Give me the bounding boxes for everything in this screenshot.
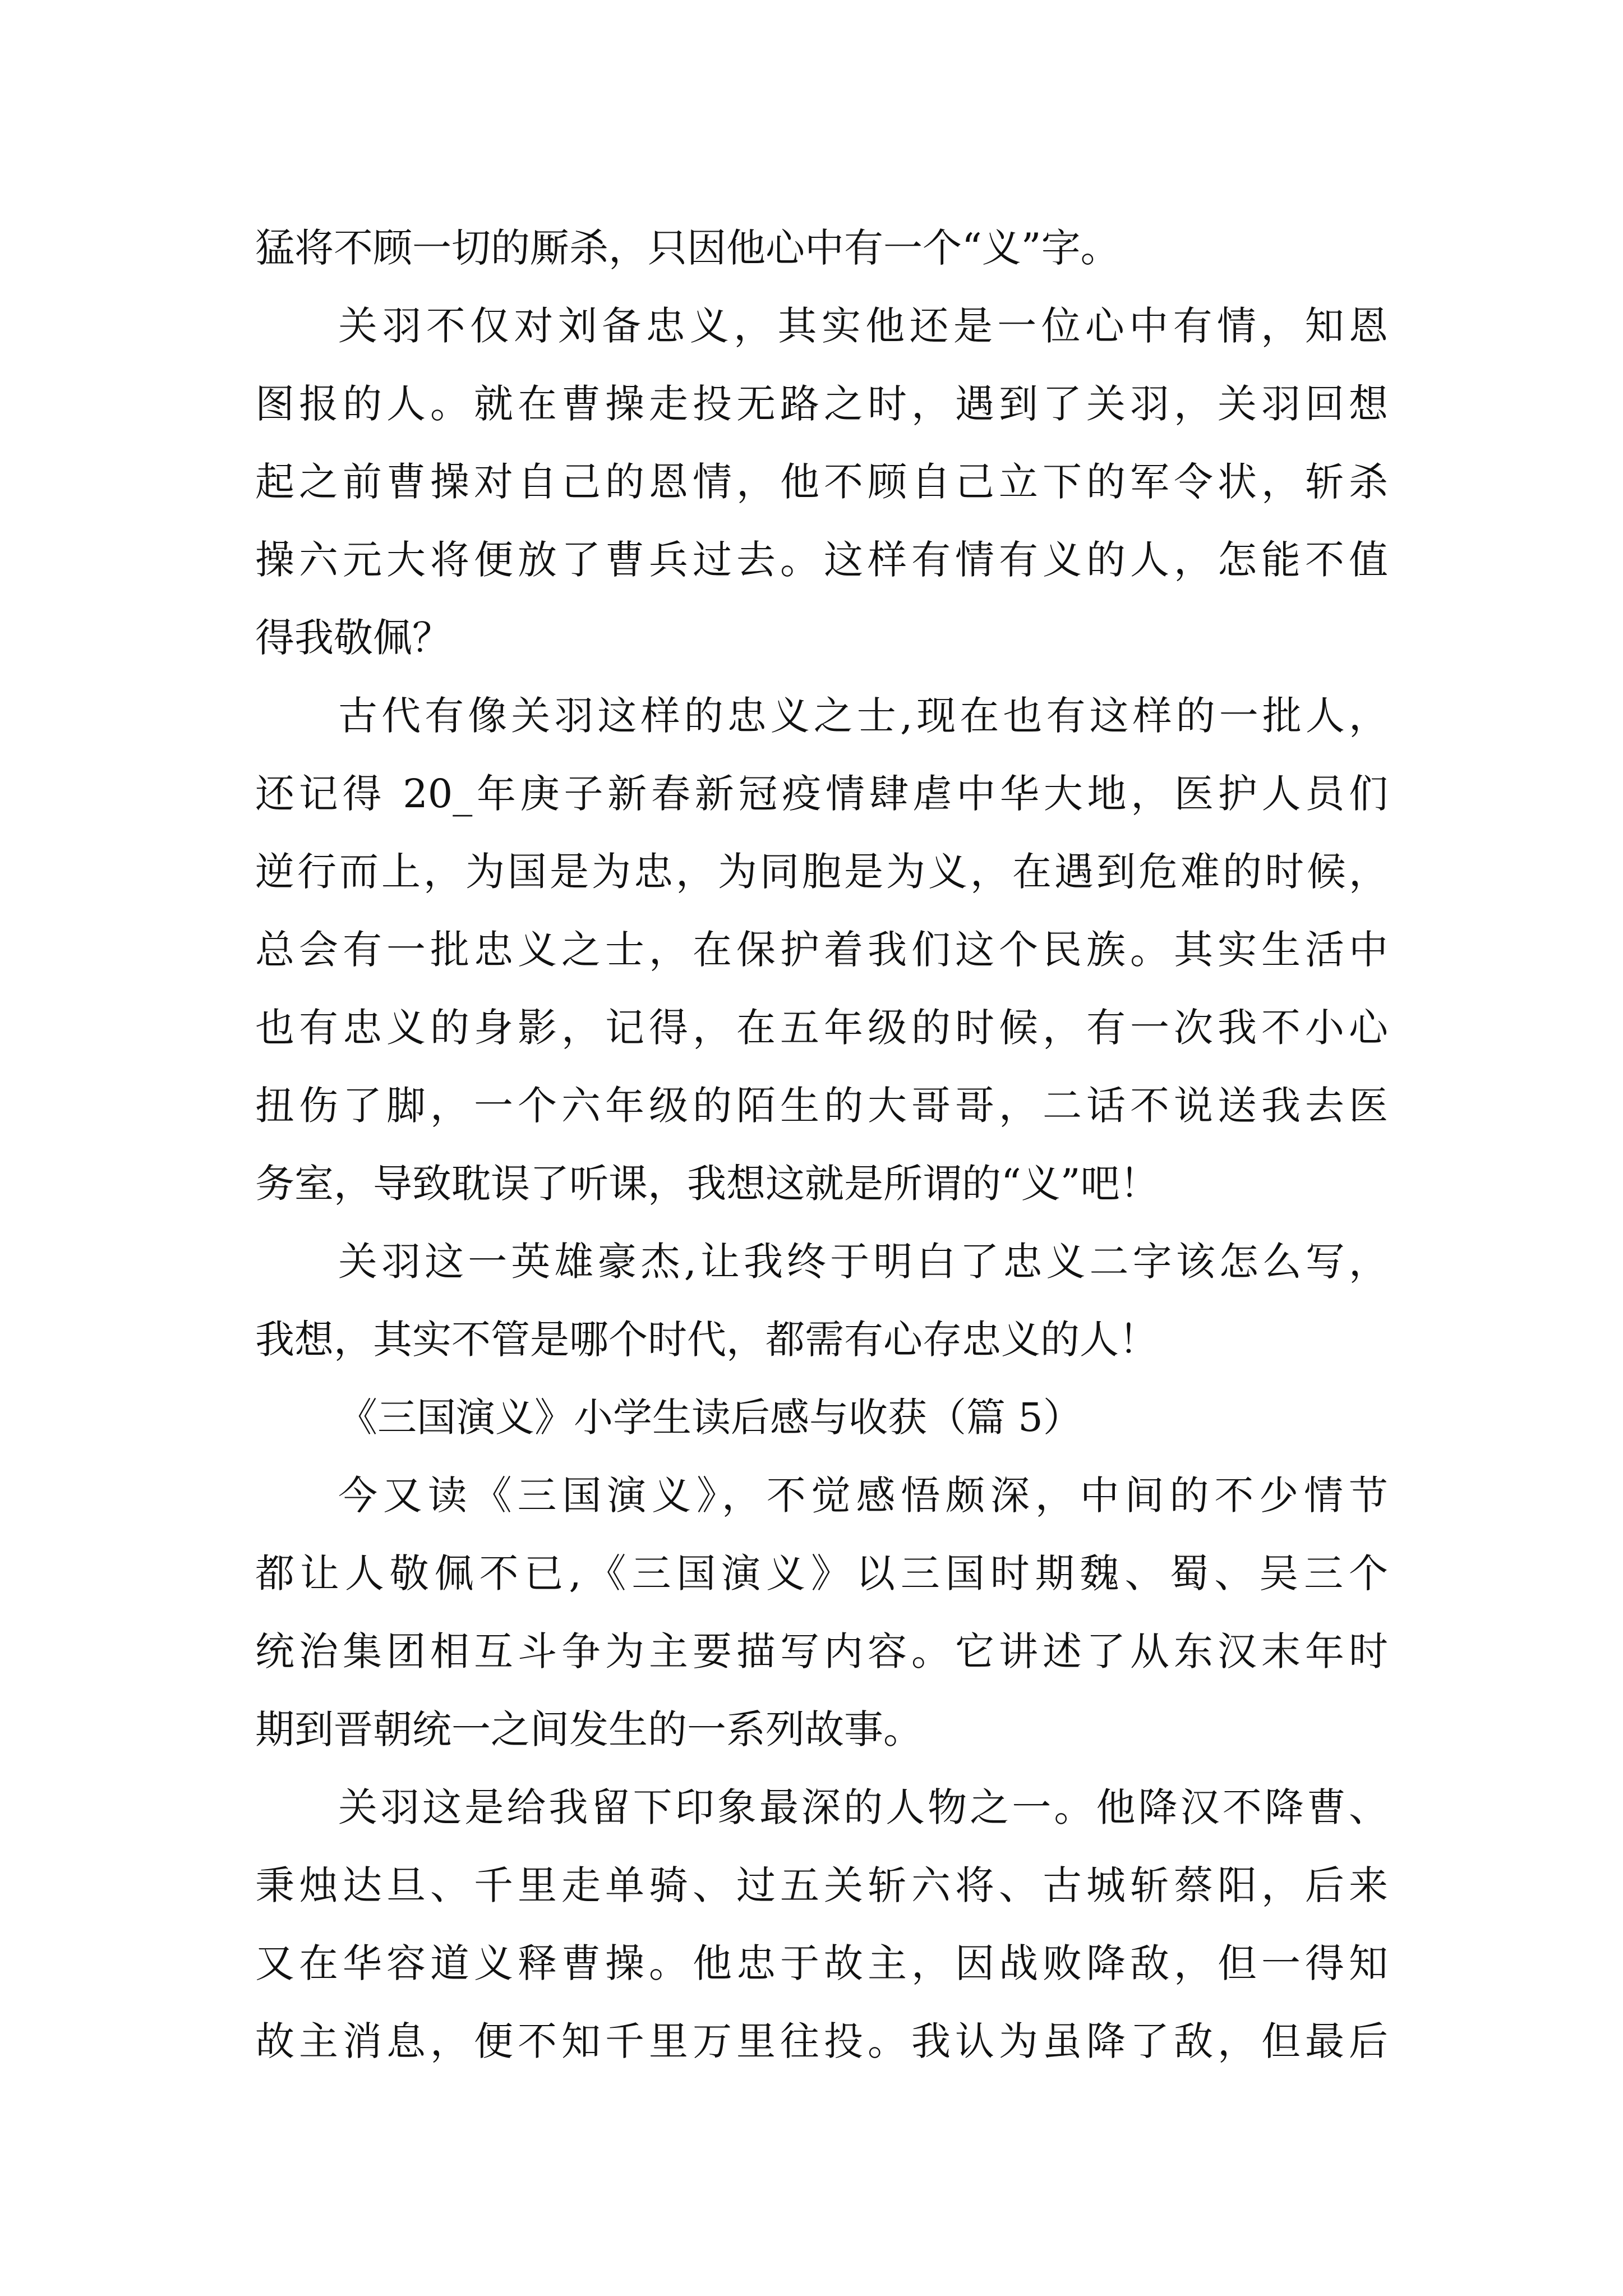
paragraph-line: 猛将不顾一切的厮杀，只因他心中有一个“义”字。 (255, 225, 1120, 271)
paragraph-line: 扭伤了脚，一个六年级的陌生的大哥哥，二话不说送我去医 (255, 1083, 1388, 1129)
section-heading: 《三国演义》小学生读后感与收获（篇 5） (338, 1395, 1082, 1441)
paragraph-line: 又在华容道义释曹操。他忠于故主，因战败降敌，但一得知 (255, 1940, 1388, 1986)
paragraph-line: 也有忠义的身影，记得，在五年级的时候，有一次我不小心 (255, 1005, 1388, 1051)
paragraph-line: 期到晋朝统一之间发生的一系列故事。 (255, 1706, 923, 1752)
paragraph-line: 逆行而上，为国是为忠，为同胞是为义，在遇到危难的时候， (255, 849, 1388, 895)
paragraph-line: 还记得 20_年庚子新春新冠疫情肆虐中华大地，医护人员们 (255, 771, 1388, 817)
paragraph-line: 统治集团相互斗争为主要描写内容。它讲述了从东汉末年时 (255, 1628, 1388, 1674)
paragraph-line: 关羽这一英雄豪杰,让我终于明白了忠义二字该怎么写， (338, 1239, 1388, 1285)
paragraph-line: 关羽不仅对刘备忠义，其实他还是一位心中有情，知恩 (338, 303, 1388, 349)
paragraph-line: 故主消息，便不知千里万里往投。我认为虽降了敌，但最后 (255, 2018, 1388, 2064)
paragraph-line: 总会有一批忠义之士，在保护着我们这个民族。其实生活中 (255, 927, 1388, 973)
paragraph-line: 起之前曹操对自己的恩情，他不顾自己立下的军令状，斩杀 (255, 459, 1388, 505)
paragraph-line: 操六元大将便放了曹兵过去。这样有情有义的人，怎能不值 (255, 537, 1388, 583)
paragraph-line: 务室，导致耽误了听课，我想这就是所谓的“义”吧！ (255, 1161, 1159, 1207)
paragraph-line: 秉烛达旦、千里走单骑、过五关斩六将、古城斩蔡阳，后来 (255, 1862, 1388, 1908)
paragraph-line: 我想，其实不管是哪个时代，都需有心存忠义的人！ (255, 1317, 1158, 1363)
paragraph-line: 关羽这是给我留下印象最深的人物之一。他降汉不降曹、 (338, 1784, 1388, 1830)
paragraph-line: 今又读《三国演义》，不觉感悟颇深，中间的不少情节 (338, 1473, 1388, 1519)
paragraph-line: 都让人敬佩不已,《三国演义》以三国时期魏、蜀、吴三个 (255, 1550, 1388, 1596)
paragraph-line: 古代有像关羽这样的忠义之士,现在也有这样的一批人， (338, 693, 1388, 739)
paragraph-line: 得我敬佩？ (255, 615, 451, 661)
paragraph-line: 图报的人。就在曹操走投无路之时，遇到了关羽，关羽回想 (255, 381, 1388, 427)
